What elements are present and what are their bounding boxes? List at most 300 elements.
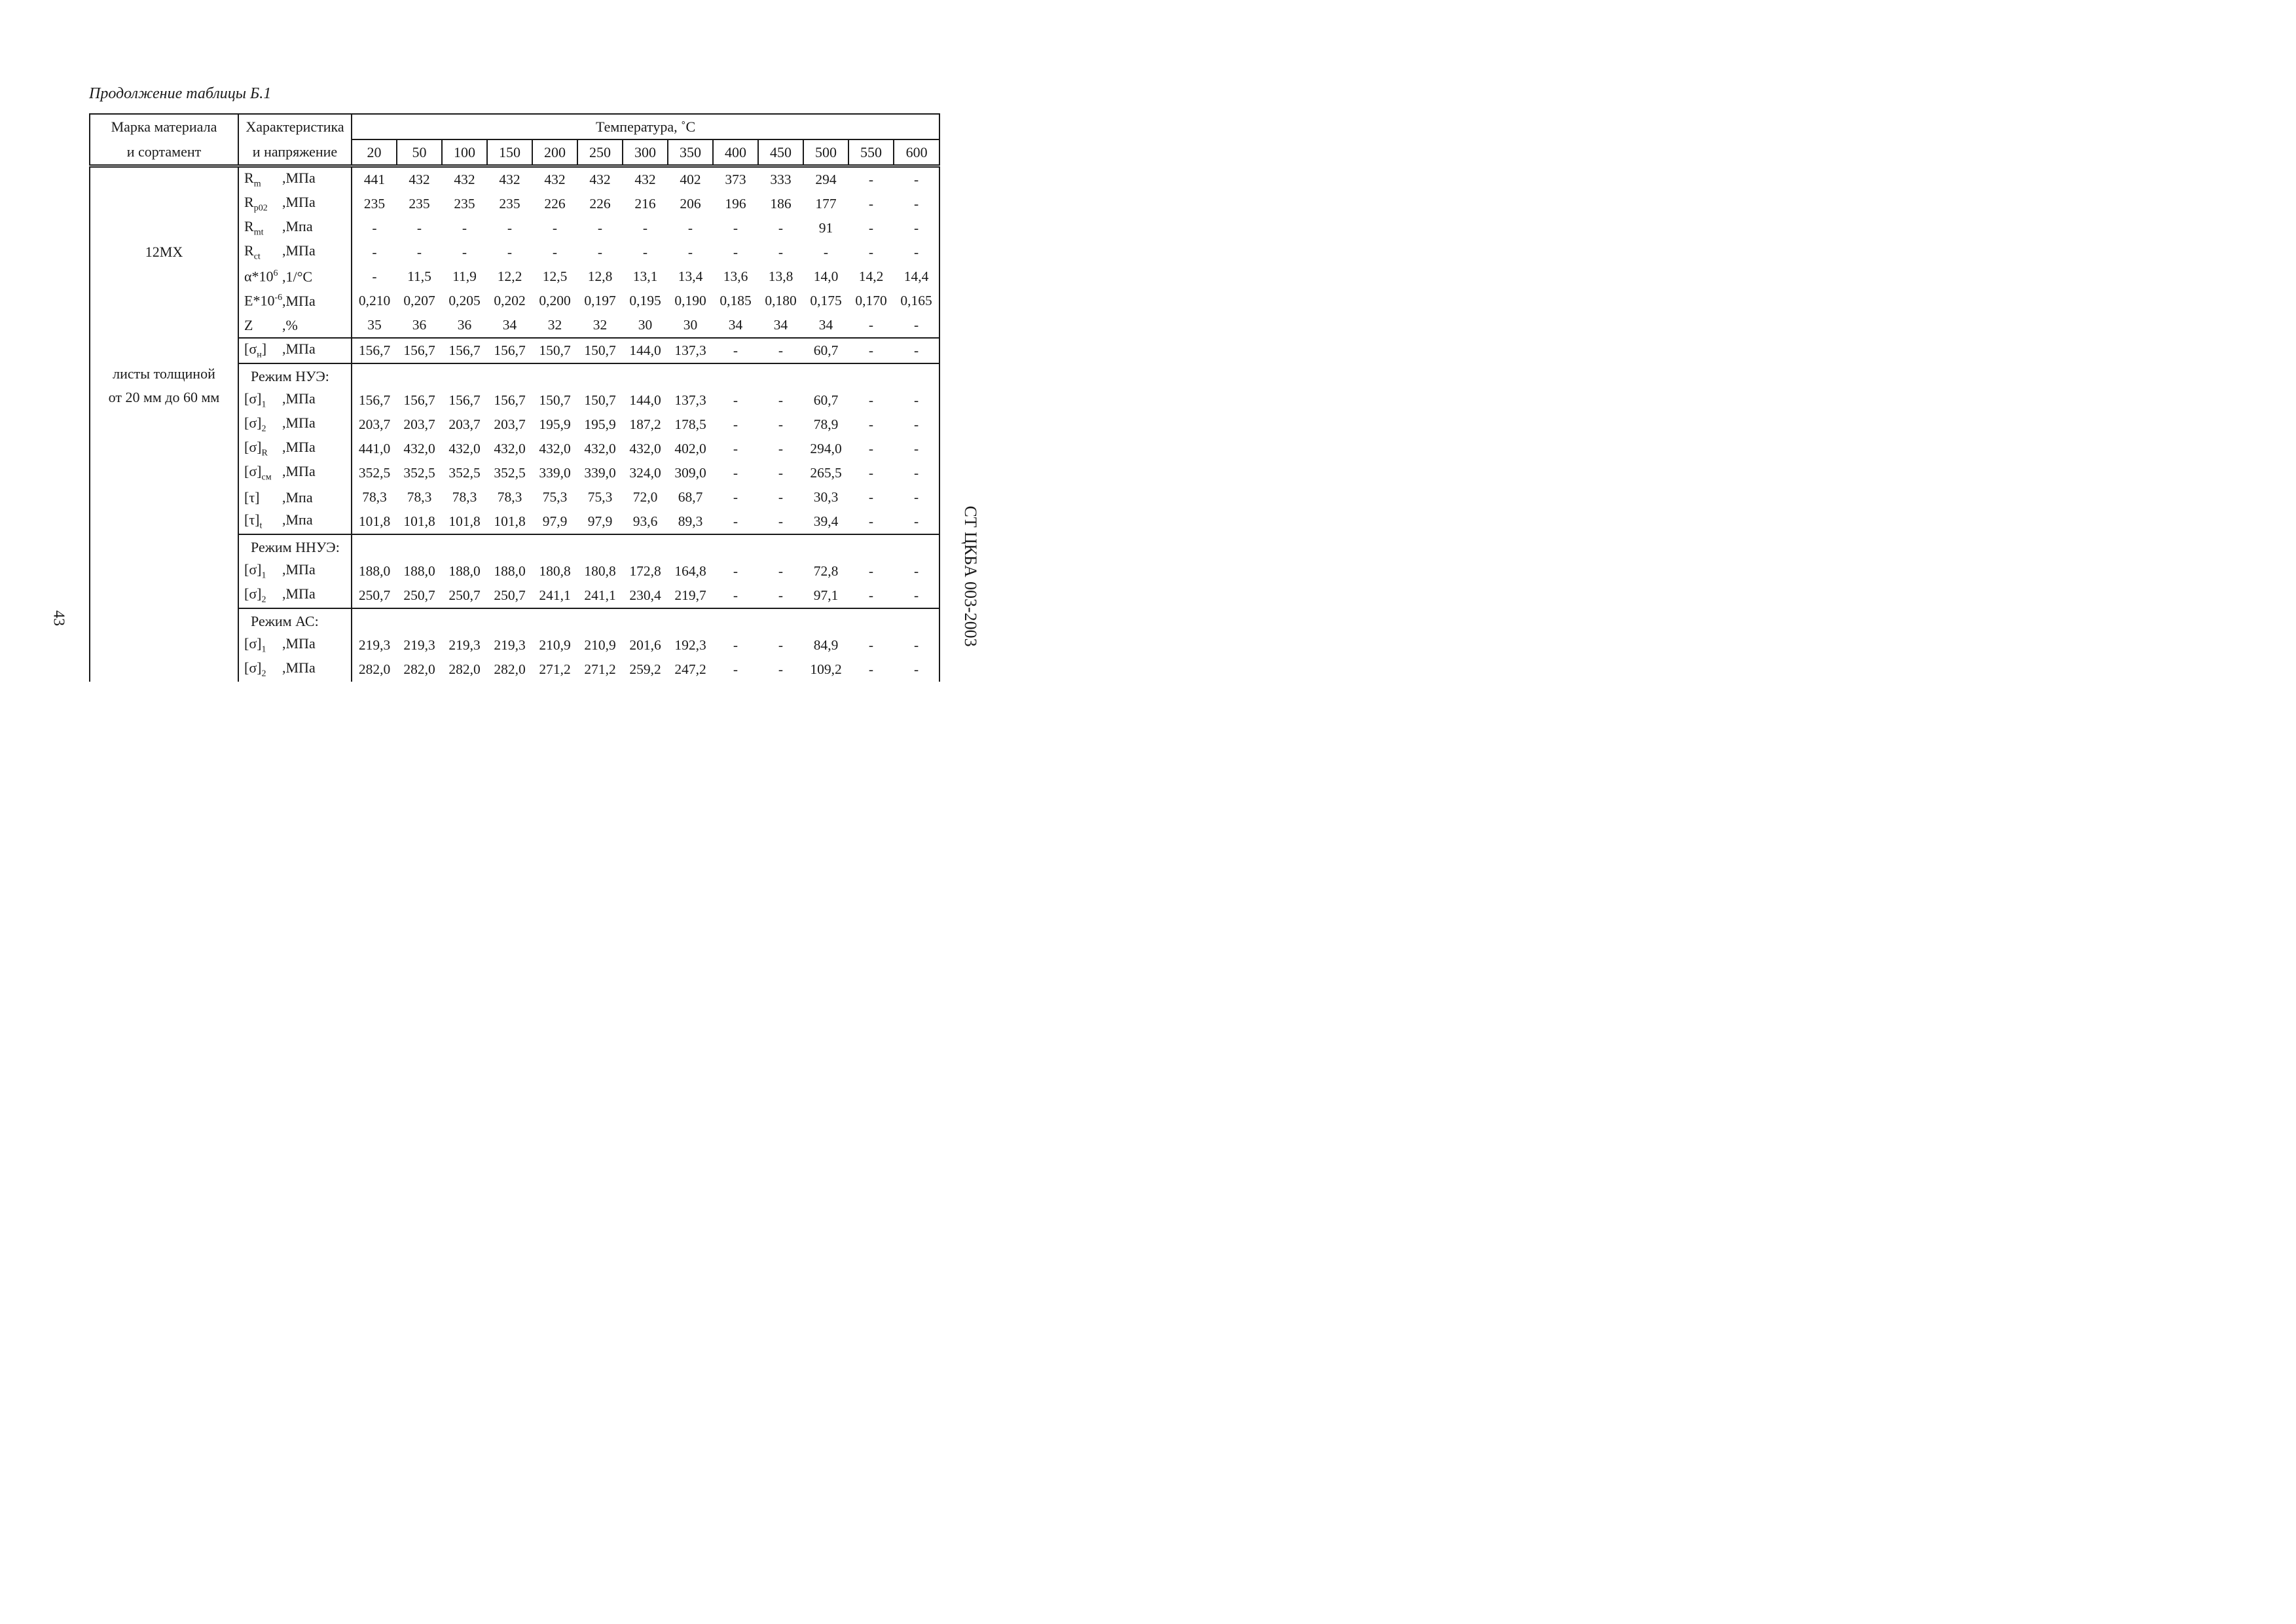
symbol-base: R [244,193,254,210]
value-cell: 282,0 [494,661,526,677]
value-cell: - [733,489,738,505]
value-cell: 97,9 [542,513,568,529]
value-cell: - [868,513,874,529]
value-cell: - [894,192,939,216]
characteristic-symbol [244,416,282,434]
value-cell: 144,0 [629,392,661,408]
value-cell: - [894,461,939,485]
symbol-subscript: ct [253,251,261,262]
value-cell: 0,195 [629,292,661,308]
mode-nue-label: Режим НУЭ: [238,363,352,388]
characteristic-symbol [244,293,282,308]
value-cell: 432 [499,171,520,187]
value-cell: 12,5 [542,268,568,284]
value-cell: - [733,587,738,603]
value-cell: - [733,513,738,529]
value-cell: 78,3 [497,489,522,505]
header-material-line1: Марка материала [90,114,238,139]
value-cell: 89,3 [678,513,703,529]
characteristic-symbol [244,244,282,261]
symbol-base: α*10 [244,268,274,285]
value-cell: 156,7 [403,392,435,408]
value-cell: 235 [352,192,397,216]
value-cell: - [733,637,738,653]
symbol-base: E*10 [244,292,275,309]
temperature-cell: 200 [532,139,577,166]
characteristic-cell [238,240,352,265]
characteristic-symbol [244,318,282,333]
symbol-base: [σ] [244,635,262,652]
value-cell: 402 [680,171,701,187]
value-cell: 97,1 [813,587,839,603]
value-cell: 216 [634,195,656,212]
value-cell: 34 [728,316,743,333]
value-cell: 210,9 [539,637,571,653]
symbol-base: [τ] [244,511,260,528]
value-cell: - [462,244,467,260]
characteristic-cell [238,583,352,608]
value-cell: 32 [592,316,608,333]
value-cell: 34 [773,316,788,333]
symbol-subscript: 1 [261,644,266,655]
value-cell: 156,7 [352,388,397,413]
value-cell: - [733,416,738,432]
value-cell: 271,2 [539,661,571,677]
characteristic-cell [238,338,352,363]
characteristic-cell [238,413,352,437]
symbol-base: [σ [244,340,257,357]
value-cell: 0,205 [448,292,481,308]
value-cell: 352,5 [403,464,435,481]
value-cell: 201,6 [629,637,661,653]
symbol-base: R [244,217,254,234]
value-cell: 294,0 [810,440,842,456]
value-cell: 206 [680,195,701,212]
header-temperature-label: Температура, ˚С [352,114,939,139]
symbol-subscript: mt [253,227,264,238]
value-cell: - [868,563,874,579]
value-cell: 30 [683,316,698,333]
characteristic-symbol [244,513,282,530]
value-cell: 14,0 [813,268,839,284]
value-cell: 226 [589,195,611,212]
symbol-subscript: 2 [261,669,266,679]
value-cell: 68,7 [678,489,703,505]
value-cell: 0,185 [720,292,752,308]
value-cell: 0,207 [403,292,435,308]
value-cell: - [778,587,784,603]
characteristic-symbol [244,342,282,360]
characteristic-unit: ,Мпа [282,217,313,234]
mode-row-filler [352,363,939,388]
value-cell: - [848,338,894,363]
characteristic-cell [238,265,352,289]
value-cell: 101,8 [494,513,526,529]
characteristic-symbol [244,587,282,604]
value-cell: - [778,219,784,236]
symbol-subscript: m [253,179,261,189]
value-cell: 0,170 [855,292,887,308]
value-cell: 226 [544,195,566,212]
value-cell: 0,197 [584,292,616,308]
temperature-cell: 50 [397,139,442,166]
value-cell: 109,2 [810,661,842,677]
value-cell: - [894,583,939,608]
value-cell: - [868,489,874,505]
value-cell: 156,7 [352,338,397,363]
characteristic-symbol [244,269,282,284]
characteristic-unit: ,МПа [282,390,316,407]
symbol-base: Z [244,316,253,333]
value-cell: - [733,392,738,408]
value-cell: 156,7 [494,392,526,408]
material-cell [90,166,238,682]
characteristic-unit: ,Мпа [282,511,313,528]
value-cell: - [733,563,738,579]
characteristic-unit: ,МПа [282,414,316,431]
value-cell: 265,5 [810,464,842,481]
value-cell: 230,4 [629,587,661,603]
value-cell: 13,6 [723,268,748,284]
value-cell: - [462,219,467,236]
characteristic-unit: ,МПа [282,169,316,186]
value-cell: - [894,657,939,682]
value-cell: 177 [815,195,837,212]
value-cell: 156,7 [487,338,532,363]
characteristic-symbol [244,464,282,482]
temperature-cell: 350 [668,139,713,166]
symbol-subscript: R [261,448,268,458]
value-cell: - [713,338,758,363]
value-cell: 282,0 [352,657,397,682]
symbol-base: [σ] [244,462,262,479]
value-cell: - [868,587,874,603]
value-cell: - [642,244,648,260]
value-cell: 203,7 [352,413,397,437]
value-cell: 250,7 [403,587,435,603]
value-cell: 0,210 [352,289,397,313]
symbol-subscript: t [259,521,263,531]
value-cell: 432,0 [448,440,481,456]
characteristic-cell [238,437,352,461]
value-cell: - [778,464,784,481]
characteristic-unit: ,МПа [282,585,316,602]
value-cell: 34 [818,316,833,333]
value-cell: - [894,633,939,657]
header-char-line1: Характеристика [238,114,352,139]
temperature-cell: 450 [758,139,803,166]
characteristic-cell [238,313,352,338]
value-cell: 203,7 [494,416,526,432]
value-cell: 13,1 [632,268,658,284]
value-cell: 432 [409,171,430,187]
value-cell: 441 [352,166,397,193]
value-cell: 187,2 [629,416,661,432]
value-cell: - [416,219,422,236]
value-cell: 432,0 [403,440,435,456]
value-cell: - [868,316,874,333]
value-cell: - [507,244,513,260]
value-cell: 432,0 [494,440,526,456]
value-cell: 192,3 [674,637,706,653]
symbol-subscript: p02 [253,203,268,213]
value-cell: 150,7 [584,392,616,408]
symbol-base: R [244,242,254,259]
characteristic-symbol [244,219,282,237]
value-cell: - [868,637,874,653]
value-cell: 294 [815,171,837,187]
characteristic-unit: ,% [282,316,298,333]
value-cell: 78,3 [407,489,432,505]
mode-row-filler [352,534,939,559]
value-cell: 78,3 [452,489,477,505]
value-cell: 72,0 [632,489,658,505]
value-cell: - [352,216,397,240]
temperature-cell: 20 [352,139,397,166]
value-cell: 271,2 [584,661,616,677]
value-cell: 93,6 [632,513,658,529]
value-cell: - [733,244,738,260]
value-cell: 432 [454,171,475,187]
header-char-line2: и напряжение [238,139,352,166]
value-cell: 75,3 [587,489,613,505]
table-body [90,166,939,682]
value-cell: - [778,416,784,432]
value-cell: 180,8 [584,563,616,579]
value-cell: 35 [352,313,397,338]
header-material-line2: и сортамент [90,139,238,166]
characteristic-cell [238,559,352,583]
document-code: СТ ЦКБА 003-2003 [961,506,980,647]
value-cell: 250,7 [352,583,397,608]
value-cell: 39,4 [813,513,839,529]
value-cell: 101,8 [403,513,435,529]
value-cell: 235 [454,195,475,212]
value-cell: - [894,437,939,461]
value-cell: - [552,219,558,236]
value-cell: 282,0 [403,661,435,677]
value-cell: 36 [457,316,472,333]
value-cell: 324,0 [629,464,661,481]
value-cell: 30 [638,316,653,333]
value-cell: 12,8 [587,268,613,284]
value-cell: - [868,661,874,677]
temperature-cell: 550 [848,139,894,166]
value-cell: - [758,338,803,363]
value-cell: 352,5 [352,461,397,485]
symbol-base: [τ] [244,489,260,506]
value-cell: - [733,464,738,481]
value-cell: 60,7 [803,338,848,363]
value-cell: 78,3 [352,485,397,509]
symbol-subscript: см [261,472,272,483]
value-cell: - [778,244,784,260]
characteristic-symbol [244,195,282,213]
characteristic-unit: ,МПа [282,462,316,479]
value-cell: 373 [725,171,746,187]
value-cell: 250,7 [448,587,481,603]
value-cell: 186 [770,195,792,212]
characteristic-cell [238,461,352,485]
value-cell: - [778,513,784,529]
characteristic-unit: ,Мпа [282,489,313,506]
value-cell: 178,5 [674,416,706,432]
value-cell: 195,9 [539,416,571,432]
characteristic-symbol [244,490,282,505]
value-cell: 156,7 [397,338,442,363]
value-cell: - [894,216,939,240]
value-cell: 101,8 [448,513,481,529]
value-cell: 0,190 [674,292,706,308]
value-cell: - [778,661,784,677]
value-cell: - [733,219,738,236]
value-cell: 309,0 [674,464,706,481]
value-cell: 203,7 [403,416,435,432]
symbol-bracket: ] [261,340,267,357]
value-cell: 219,3 [494,637,526,653]
value-cell: 137,3 [668,338,713,363]
value-cell: - [894,559,939,583]
value-cell: - [778,637,784,653]
value-cell: - [597,219,603,236]
material-desc-line2: от 20 мм до 60 мм [108,389,220,405]
value-cell: 339,0 [584,464,616,481]
value-cell: 188,0 [403,563,435,579]
characteristic-unit: ,МПа [282,438,316,455]
characteristic-unit: ,МПа [282,340,316,357]
value-cell: - [733,661,738,677]
value-cell: - [352,240,397,265]
value-cell: 34 [502,316,517,333]
table-header [90,114,939,166]
value-cell: 97,9 [587,513,613,529]
characteristic-cell [238,216,352,240]
temperature-cell: 600 [894,139,939,166]
value-cell: - [868,416,874,432]
value-cell: - [552,244,558,260]
value-cell: - [733,440,738,456]
header-row-1 [90,114,939,139]
characteristic-symbol [244,171,282,189]
value-cell: - [416,244,422,260]
symbol-base: [σ] [244,659,262,676]
value-cell: 188,0 [352,559,397,583]
value-cell: 101,8 [352,509,397,534]
symbol-base: [σ] [244,414,262,431]
value-cell: 432 [544,171,566,187]
material-grade: 12МХ [145,244,183,260]
value-cell: - [894,240,939,265]
value-cell: 172,8 [629,563,661,579]
table-caption: Продолжение таблицы Б.1 [89,85,272,102]
value-cell: 150,7 [532,338,577,363]
value-cell: - [868,244,874,260]
value-cell: 432 [589,171,611,187]
symbol-subscript: 2 [261,595,266,605]
value-cell: 219,7 [674,587,706,603]
value-cell: 259,2 [629,661,661,677]
value-cell: 150,7 [539,392,571,408]
value-cell: - [868,219,874,236]
value-cell: 91 [818,219,833,236]
value-cell: 13,4 [678,268,703,284]
value-cell: 210,9 [584,637,616,653]
symbol-subscript: 2 [261,424,266,434]
temperature-cell: 150 [487,139,532,166]
value-cell: - [894,413,939,437]
temperature-cell: 300 [623,139,668,166]
value-cell: - [894,166,939,193]
value-cell: 60,7 [813,392,839,408]
page-number: 43 [50,610,67,626]
characteristic-symbol [244,440,282,458]
value-cell: - [642,219,648,236]
value-cell: 432,0 [629,440,661,456]
value-cell: 11,5 [407,268,431,284]
value-cell: 196 [725,195,746,212]
value-cell: - [894,388,939,413]
characteristic-symbol [244,637,282,654]
value-cell: 432,0 [584,440,616,456]
value-cell: 11,9 [452,268,477,284]
characteristic-symbol [244,563,282,580]
value-cell: 333 [770,171,792,187]
value-cell: 84,9 [813,637,839,653]
symbol-base: [σ] [244,390,262,407]
value-cell: 188,0 [448,563,481,579]
characteristic-cell [238,166,352,193]
value-cell: 250,7 [494,587,526,603]
characteristic-unit: ,МПа [282,635,316,652]
value-cell: 195,9 [584,416,616,432]
characteristic-unit: ,МПа [282,561,316,578]
symbol-subscript: 1 [261,570,266,581]
material-desc-line1: листы толщиной [113,365,215,382]
value-cell: 150,7 [577,338,623,363]
value-cell: 219,3 [403,637,435,653]
value-cell: 12,2 [497,268,522,284]
characteristic-cell [238,289,352,313]
value-cell: 144,0 [623,338,668,363]
value-cell: 156,7 [442,338,487,363]
material-properties-table [89,113,940,682]
value-cell: 432 [634,171,656,187]
characteristic-cell [238,485,352,509]
characteristic-unit: ,МПа [282,292,316,309]
value-cell: 78,9 [813,416,839,432]
value-cell: 219,3 [448,637,481,653]
value-cell: - [894,509,939,534]
value-cell: - [778,563,784,579]
characteristic-cell [238,657,352,682]
value-cell: 14,2 [858,268,884,284]
value-cell: 0,200 [539,292,571,308]
value-cell: 0,202 [494,292,526,308]
value-cell: 352,5 [494,464,526,481]
mode-as-label: Режим АС: [238,608,352,633]
value-cell: - [778,392,784,408]
value-cell: 235 [499,195,520,212]
symbol-base: [σ] [244,561,262,578]
mode-row-filler [352,608,939,633]
mode-nnue-label: Режим ННУЭ: [238,534,352,559]
value-cell: 241,1 [584,587,616,603]
value-cell: - [687,244,693,260]
symbol-base: R [244,169,254,186]
value-cell: 282,0 [448,661,481,677]
value-cell: 441,0 [352,437,397,461]
value-cell: - [868,195,874,212]
